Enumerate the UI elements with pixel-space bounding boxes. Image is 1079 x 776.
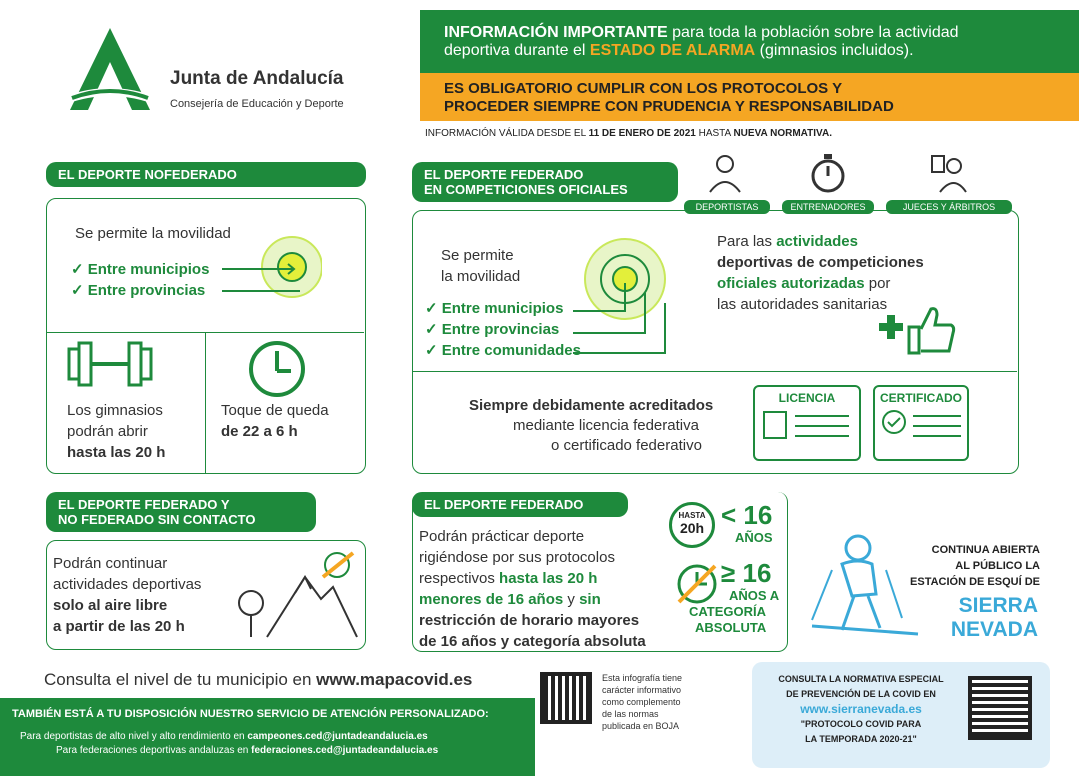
sn-box-l2: DE PREVENCIÓN DE LA COVID EN	[786, 689, 936, 699]
lt-sign: <	[721, 500, 737, 530]
sin-contacto-panel	[46, 540, 366, 650]
valid-a: INFORMACIÓN VÁLIDA DESDE EL	[425, 128, 586, 139]
bar-title: TAMBIÉN ESTÁ A TU DISPOSICIÓN NUESTRO SERVICIO DE ATENCIÓN PERSONALIZADO:	[12, 708, 489, 720]
fed-line2: rigiéndose por sus protocolos	[419, 549, 615, 566]
note-l5: publicada en BOJA	[602, 721, 680, 731]
org-subtitle: Consejería de Educación y Deporte	[170, 98, 344, 110]
sc-tag2a: NO FEDERADO	[58, 512, 155, 527]
para3: deportivas de competiciones	[717, 254, 924, 271]
para4: oficiales autorizadas	[717, 275, 865, 292]
acred3: o certificado federativo	[551, 437, 702, 454]
hasta-label: HASTA	[678, 511, 706, 520]
sc-line1: Podrán continuar	[53, 555, 168, 572]
movilidad-text: Se permite la movilidad	[75, 225, 231, 242]
attention-service-bar	[0, 698, 535, 776]
fed-line6: de 16 años y categoría absoluta	[419, 633, 646, 650]
gym-line1: Los gimnasios	[67, 402, 163, 419]
sc-line4: a partir de las 20 h	[53, 618, 185, 635]
qr-code-mapacovid[interactable]	[540, 672, 592, 724]
note-l2: carácter informativo	[602, 685, 682, 695]
sc-tag1b: FEDERADO	[144, 497, 218, 512]
sc-tag1c: Y	[220, 497, 230, 512]
sin-contacto-tag	[46, 492, 316, 532]
target-arrows-icon	[573, 227, 673, 357]
federado-panel	[412, 492, 788, 652]
role-entrenadores: ENTRENADORES	[782, 200, 874, 214]
tag-a: EL DEPORTE	[58, 167, 141, 182]
stopwatch-icon	[808, 152, 848, 194]
fo-item-comunidades: ✓ Entre comunidades	[425, 342, 581, 359]
federado-oficial-panel	[412, 210, 1019, 474]
fed-line3b: hasta las 20 h	[499, 570, 598, 587]
sn-l5: NEVADA	[950, 618, 1038, 641]
health-thumbs-up-icon	[869, 303, 959, 355]
acred1: Siempre debidamente acreditados	[469, 397, 714, 414]
fo-item-provincias: ✓ Entre provincias	[425, 321, 560, 338]
sc-tag2b: SIN CONTACTO	[157, 512, 256, 527]
info-strong: INFORMACIÓN IMPORTANTE	[444, 24, 668, 41]
mountain-outdoor-icon	[237, 551, 361, 641]
junta-logo-icon	[62, 26, 158, 112]
fed-line4c: sin	[579, 591, 601, 608]
anos2a: AÑOS A	[729, 588, 780, 603]
no-federado-panel	[46, 198, 366, 474]
gym-line2: podrán abrir	[67, 423, 148, 440]
referee-card-icon	[928, 152, 968, 194]
valid-c: HASTA	[698, 128, 731, 139]
dumbbell-icon	[65, 339, 155, 389]
ge-16: 16	[742, 558, 772, 588]
sc-line2: actividades deportivas	[53, 576, 202, 593]
sc-tag1a: EL DEPORTE	[58, 497, 141, 512]
para6: las autoridades sanitarias	[717, 296, 888, 313]
para1: Para las	[717, 233, 773, 250]
fed-tag-a: EL DEPORTE	[424, 497, 507, 512]
target-icon	[222, 227, 322, 307]
bar-l1a: Para deportistas de alto nivel y alto rendimiento en	[20, 731, 245, 742]
fed-line3: respectivos	[419, 570, 495, 587]
consulta-text: Consulta el nivel de tu municipio en	[44, 670, 312, 689]
fed-line4a: menores de 16 años	[419, 591, 564, 608]
acred2: mediante licencia federativa	[513, 417, 699, 434]
note-l1: Esta infografía tiene	[602, 673, 683, 683]
oblig-line1: ES OBLIGATORIO CUMPLIR CON LOS PROTOCOLOS Y	[444, 80, 843, 97]
sn-box-l1: CONSULTA LA NORMATIVA ESPECIAL	[778, 674, 944, 684]
sn-l3: ESTACIÓN DE ESQUÍ DE	[910, 576, 1040, 588]
fed-line4b: y	[567, 591, 575, 608]
fo-movilidad2: la movilidad	[441, 268, 521, 285]
sn-box-l3: "PROTOCOLO COVID PARA	[800, 719, 922, 729]
federado-oficial-tag	[412, 162, 678, 202]
tag2: EN COMPETICIONES OFICIALES	[424, 182, 628, 197]
athlete-icon	[706, 152, 744, 194]
boja-note	[602, 672, 682, 732]
info-rest2b: (gimnasios incluidos).	[759, 42, 914, 59]
consulta-line	[44, 670, 472, 690]
fed-line1: Podrán prácticar deporte	[419, 528, 585, 545]
no-federado-tag	[46, 162, 366, 187]
licencia-card	[753, 385, 861, 461]
item-municipios: ✓ Entre municipios	[71, 261, 210, 278]
sc-line3: solo al aire libre	[53, 597, 168, 614]
anos2b: CATEGORÍA	[689, 604, 767, 619]
org-name: Junta de Andalucía	[170, 68, 344, 89]
sn-l1: CONTINUA ABIERTA	[931, 544, 1040, 556]
curfew-line1: Toque de queda	[221, 402, 329, 419]
fo-movilidad1: Se permite	[441, 247, 514, 264]
tag-b: NO	[144, 167, 164, 182]
info-banner	[420, 10, 1079, 73]
sn-box-l4: LA TEMPORADA 2020-21"	[805, 734, 917, 744]
anos1: AÑOS	[735, 530, 773, 545]
role-deportistas: DEPORTISTAS	[684, 200, 770, 214]
curfew-line2: de 22 a 6 h	[221, 423, 298, 440]
federaciones-email[interactable]: federaciones.ced@juntadeandalucia.es	[251, 745, 439, 756]
id-photo-icon	[763, 411, 787, 439]
note-l3: como complemento	[602, 697, 681, 707]
info-alarm: ESTADO DE ALARMA	[589, 42, 756, 59]
fed-line5: restricción de horario mayores	[419, 612, 640, 629]
para5: por	[868, 275, 891, 292]
hasta-h: 20h	[679, 520, 705, 536]
fo-item-municipios: ✓ Entre municipios	[425, 300, 564, 317]
qr-code-sierranevada[interactable]	[968, 676, 1032, 740]
valid-d: NUEVA NORMATIVA.	[733, 128, 832, 139]
certificado-card	[873, 385, 969, 461]
check-seal-icon	[881, 409, 907, 435]
hasta-20h-badge	[669, 502, 715, 548]
ge-sign: ≥	[721, 558, 736, 588]
sn-l4: SIERRA	[958, 594, 1038, 617]
lt-16: 16	[743, 500, 773, 530]
tag1a: EL DEPORTE	[424, 167, 507, 182]
bar-l2a: Para federaciones deportivas andaluzas en	[56, 745, 249, 756]
clock-no-limit-icon	[675, 562, 719, 606]
licencia-label: LICENCIA	[778, 391, 836, 405]
sierranevada-link[interactable]: www.sierranevada.es	[800, 702, 922, 716]
campeones-email[interactable]: campeones.ced@juntadeandalucia.es	[247, 731, 428, 742]
gym-line3: hasta las 20 h	[67, 444, 166, 461]
sierra-nevada-box	[752, 662, 1050, 768]
note-l4: de las normas	[602, 709, 659, 719]
para2: actividades	[776, 233, 858, 250]
valid-b: 11 DE ENERO DE 2021	[588, 128, 696, 139]
validity-text	[425, 128, 832, 139]
info-rest1: para toda la población sobre la actividad	[672, 24, 959, 41]
anos2c: ABSOLUTA	[695, 620, 767, 635]
role-jueces: JUECES Y ÁRBITROS	[886, 200, 1012, 214]
fed-tag-b: FEDERADO	[510, 497, 584, 512]
sn-l2: AL PÚBLICO LA	[955, 560, 1040, 572]
item-provincias: ✓ Entre provincias	[71, 282, 206, 299]
certificado-label: CERTIFICADO	[880, 391, 962, 405]
tag-c: FEDERADO	[163, 167, 237, 182]
obligation-banner	[420, 73, 1079, 121]
mapacovid-link[interactable]: www.mapacovid.es	[316, 670, 473, 689]
clock-icon	[247, 339, 307, 399]
info-rest2a: deportiva durante el	[444, 42, 586, 59]
oblig-line2: PROCEDER SIEMPRE CON PRUDENCIA Y RESPONSABILIDAD	[444, 98, 894, 115]
tag1b: FEDERADO	[510, 167, 584, 182]
